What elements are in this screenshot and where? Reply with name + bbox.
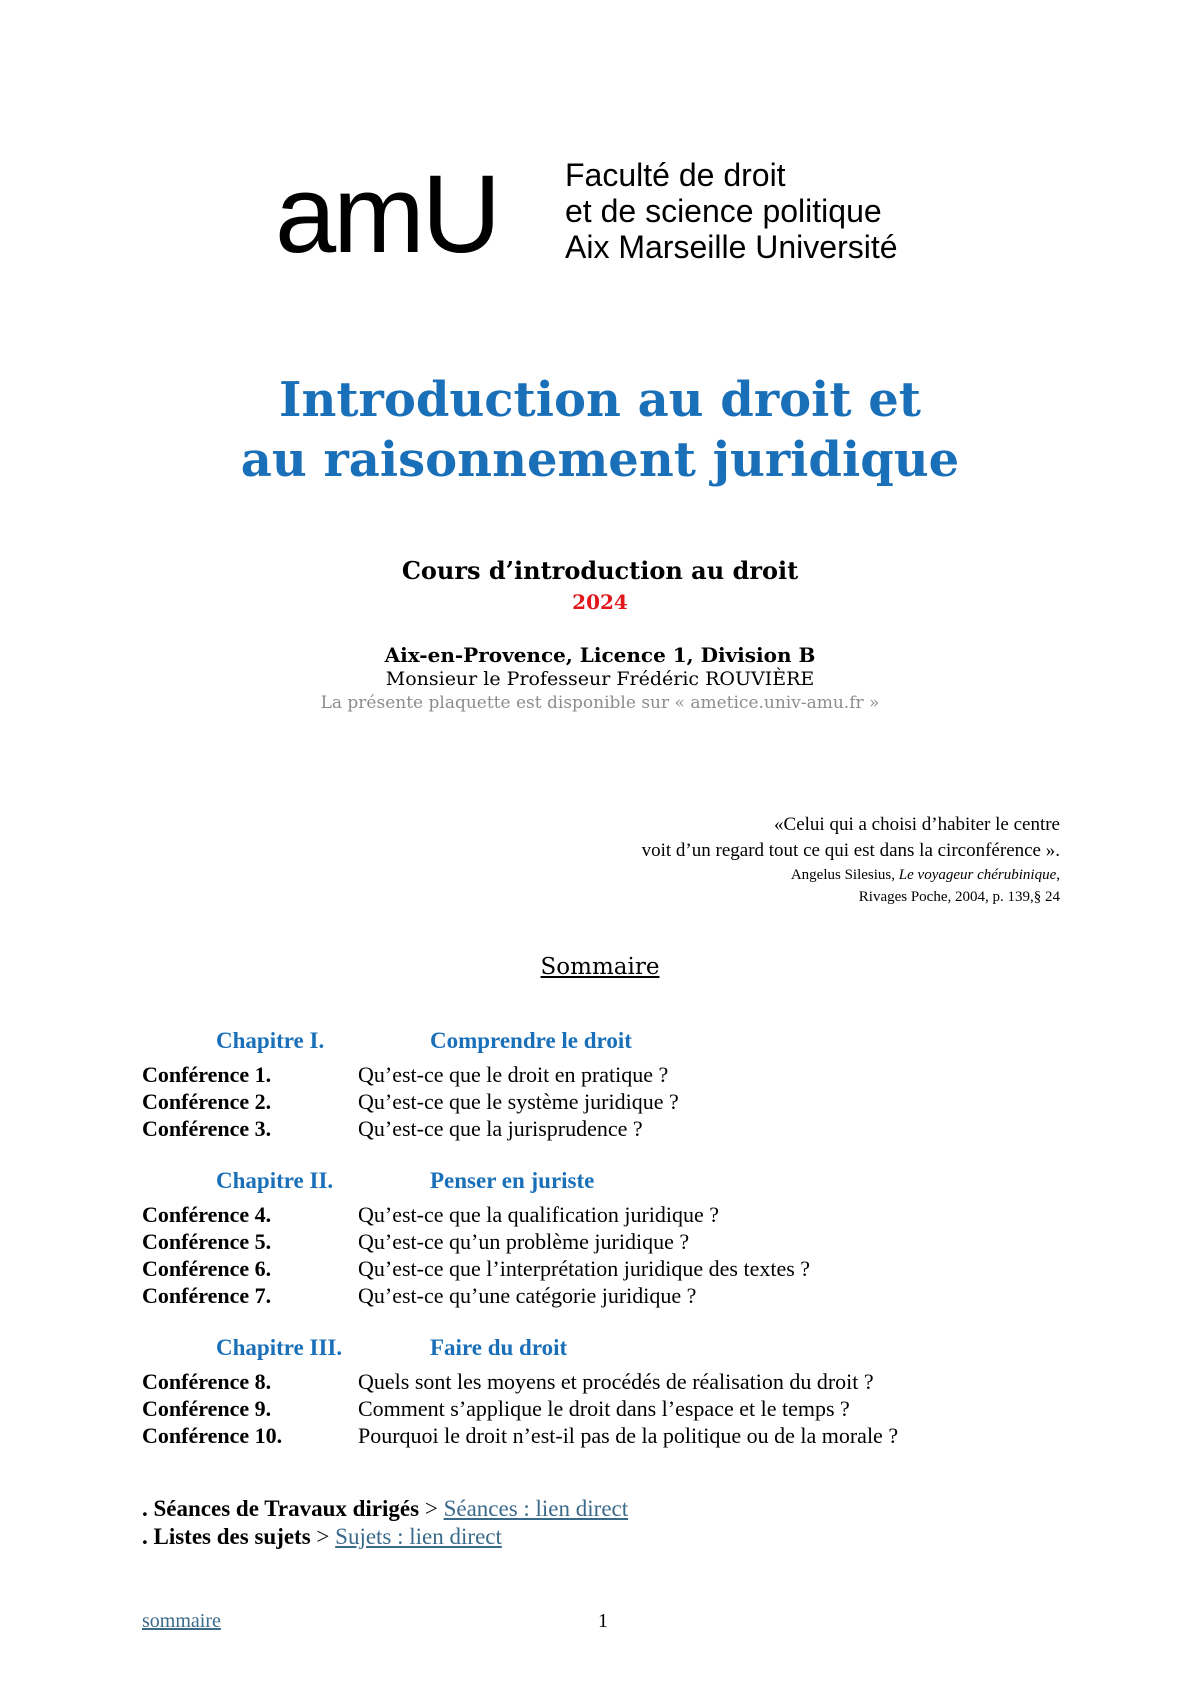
conference-row[interactable]: [142, 1089, 1082, 1116]
conference-question: Qu’est-ce que la qualification juridique ?: [358, 1202, 720, 1227]
sujets-separator: >: [310, 1524, 336, 1549]
quote-work-suffix: ,: [1056, 867, 1060, 883]
logo-line: et de science politique: [565, 193, 882, 229]
conference-label: Conférence 6.: [142, 1256, 272, 1281]
title-line-1: Introduction au droit et: [279, 372, 921, 428]
seances-link[interactable]: Séances : lien direct: [443, 1496, 629, 1521]
seances-line: [142, 1495, 628, 1523]
availability-note: La présente plaquette est disponible sur « ametice.univ-amu.fr »: [320, 693, 880, 713]
conference-row[interactable]: [142, 1396, 1082, 1423]
chapter-number: Chapitre I.: [216, 1028, 325, 1053]
conference-question: Qu’est-ce que la jurisprudence ?: [358, 1116, 643, 1141]
conference-question: Quels sont les moyens et procédés de réalisation du droit ?: [358, 1369, 874, 1394]
course-place: Aix-en-Provence, Licence 1, Division B: [384, 643, 816, 667]
conference-label: Conférence 9.: [142, 1396, 272, 1421]
document-title: [0, 370, 1200, 490]
conference-row[interactable]: [142, 1062, 1082, 1089]
conference-question: Qu’est-ce qu’un problème juridique ?: [358, 1229, 690, 1254]
sommaire-link[interactable]: sommaire: [142, 1610, 221, 1632]
conference-row[interactable]: [142, 1202, 1082, 1229]
conference-label: Conférence 7.: [142, 1283, 272, 1308]
page-number: 1: [598, 1610, 608, 1632]
chapter-heading[interactable]: [142, 1028, 1082, 1062]
conference-question: Qu’est-ce que l’interprétation juridique des textes ?: [358, 1256, 811, 1281]
professor-name: Monsieur le Professeur Frédéric ROUVIÈRE: [385, 668, 815, 690]
logo-line: Aix Marseille Université: [565, 229, 898, 265]
conference-question: Comment s’applique le droit dans l’espace et le temps ?: [358, 1396, 850, 1421]
conference-question: Qu’est-ce que le droit en pratique ?: [358, 1062, 669, 1087]
conference-row[interactable]: [142, 1423, 1082, 1450]
quote-line-2: voit d’un regard tout ce qui est dans la circonférence ».: [641, 840, 1060, 861]
epigraph: [642, 812, 1060, 908]
chapter-name: Faire du droit: [430, 1335, 568, 1360]
quote-source: [642, 864, 1060, 886]
conference-label: Conférence 1.: [142, 1062, 272, 1087]
table-of-contents: [142, 1028, 1082, 1450]
spacer: [142, 1310, 1082, 1335]
conference-row[interactable]: [142, 1283, 1082, 1310]
sujets-link[interactable]: Sujets : lien direct: [335, 1524, 502, 1549]
chapter-number: Chapitre III.: [216, 1335, 343, 1360]
conference-question: Qu’est-ce que le système juridique ?: [358, 1089, 679, 1114]
conference-label: Conférence 4.: [142, 1202, 272, 1227]
logo-line: Faculté de droit: [565, 157, 786, 193]
quote-publisher: Rivages Poche, 2004, p. 139,§ 24: [858, 889, 1060, 905]
quote-line-1: «Celui qui a choisi d’habiter le centre: [774, 814, 1060, 835]
sujets-line: [142, 1523, 628, 1551]
title-line-2: au raisonnement juridique: [240, 432, 960, 488]
course-name: Cours d’introduction au droit: [401, 556, 799, 585]
conference-label: Conférence 5.: [142, 1229, 272, 1254]
conference-label: Conférence 10.: [142, 1423, 283, 1448]
conference-question: Qu’est-ce qu’une catégorie juridique ?: [358, 1283, 697, 1308]
chapter-name: Comprendre le droit: [430, 1028, 632, 1053]
seances-label: . Séances de Travaux dirigés: [142, 1496, 420, 1521]
conference-label: Conférence 2.: [142, 1089, 272, 1114]
toc-title[interactable]: Sommaire: [540, 954, 660, 980]
chapter-heading[interactable]: [142, 1335, 1082, 1369]
seances-separator: >: [419, 1496, 444, 1521]
quote-work: Le voyageur chérubinique: [898, 867, 1057, 883]
chapter-name: Penser en juriste: [430, 1168, 595, 1193]
logo-mark: amU: [275, 153, 499, 276]
quote-author: Angelus Silesius,: [790, 867, 896, 883]
chapter-number: Chapitre II.: [216, 1168, 334, 1193]
conference-row[interactable]: [142, 1116, 1082, 1143]
conference-row[interactable]: [142, 1229, 1082, 1256]
resource-links: [142, 1495, 628, 1551]
conference-question: Pourquoi le droit n’est-il pas de la politique ou de la morale ?: [358, 1423, 899, 1448]
sujets-label: . Listes des sujets: [142, 1524, 311, 1549]
conference-label: Conférence 8.: [142, 1369, 272, 1394]
chapter-heading[interactable]: [142, 1168, 1082, 1202]
conference-row[interactable]: [142, 1369, 1082, 1396]
course-year: 2024: [572, 590, 628, 614]
conference-label: Conférence 3.: [142, 1116, 272, 1141]
spacer: [142, 1143, 1082, 1168]
logo-text: [565, 157, 898, 265]
conference-row[interactable]: [142, 1256, 1082, 1283]
